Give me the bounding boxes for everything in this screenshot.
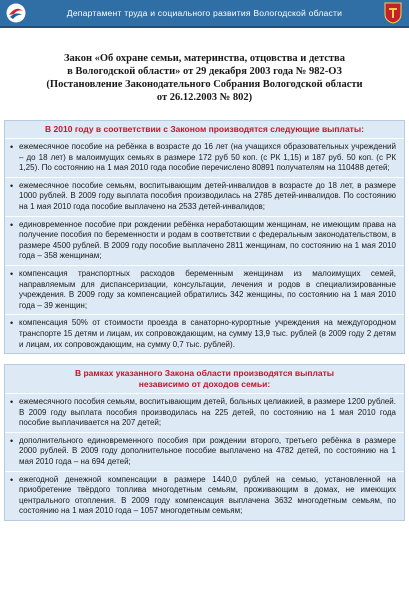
section-heading bbox=[5, 365, 404, 393]
header-title: Департамент труда и социального развития Вологодской области bbox=[66, 8, 343, 18]
law-title-line: (Постановление Законодательного Собрания Вологодской области bbox=[46, 79, 363, 90]
law-title-line: от 26.12.2003 № 802) bbox=[156, 92, 253, 103]
law-title-line: в Вологодской области» от 29 декабря 2003 года № 982-ОЗ bbox=[67, 66, 342, 77]
list-item: • компенсация транспортных расходов беременным женщинам из малоимущих семей, направляемым для диспансеризации, консультации, лечения и родов в специализированные учреждения. В 2009 году за компенсацией обратились 342 женщины, по состоянию на 1 мая 2010 года – 39 женщин; bbox=[5, 265, 404, 314]
payments-2010-panel bbox=[4, 120, 405, 354]
payments-list bbox=[5, 393, 404, 520]
section-heading-line: независимо от доходов семьи: bbox=[138, 379, 271, 390]
vologda-crest-icon bbox=[383, 2, 403, 24]
law-title bbox=[8, 52, 401, 104]
law-title-line: Закон «Об охране семьи, материнства, отцовства и детства bbox=[64, 53, 345, 64]
list-item: • компенсация 50% от стоимости проезда в санаторно-курортные учреждения на междугородном транспорте 15 детям и лицам, их сопровождающим, на сумму 13,9 тыс. рублей (в 2009 году 2 детям и лицам, их сопровождающим, на сумму 0,7 тыс. рублей). bbox=[5, 314, 404, 353]
section-heading-line: В рамках указанного Закона области производятся выплаты bbox=[74, 368, 335, 379]
page-header bbox=[0, 0, 409, 28]
department-emblem-icon bbox=[6, 3, 26, 23]
list-item: • ежемесячное пособие на ребёнка в возрасте до 16 лет (на учащихся образовательных учреждений – до 18 лет) в малоимущих семьях в размере 172 руб 50 коп. (с РК 1,15) и 187 руб. 50 коп. (с РК 1,25). По состоянию на 1 мая 2010 года пособие перечислено 80891 получателям на 110488 детей; bbox=[5, 138, 404, 177]
income-independent-panel bbox=[4, 364, 405, 521]
list-item: • ежемесячное пособие семьям, воспитывающим детей-инвалидов в возрасте до 18 лет, в размере 1000 рублей. В 2009 году выплата пособия производилась на 2785 детей-инвалидов. По состоянию на 1 мая 2010 года пособие выплачено на 2533 детей-инвалидов; bbox=[5, 177, 404, 216]
list-item: • ежегодной денежной компенсации в размере 1440,0 рублей на семью, установленной на приобретение твёрдого топлива многодетным семьям, проживающим в домах, не имеющих центрального отопления. В 2009 году компенсация выплачена 3632 многодетным семьям, по состоянию на 1 мая 2010 года – 1057 многодетным семьям; bbox=[5, 471, 404, 520]
list-item: • ежемесячного пособия семьям, воспитывающим детей, больных целиакией, в размере 1200 рублей. В 2009 году выплата пособия производилась на 225 детей, по состоянию на 1 мая 2010 года пособие выплачивается на 207 детей; bbox=[5, 393, 404, 432]
list-item: • единовременное пособие при рождении ребёнка неработающим женщинам, не имеющим права на получение пособия по беременности и родам в соответствии с федеральным законодательством, в размере 4500 рублей. В 2009 году пособие выплачено 2811 женщинам, по состоянию на 1 мая 2010 года – 358 женщинам; bbox=[5, 216, 404, 265]
list-item: • дополнительного единовременного пособия при рождении второго, третьего ребёнка в размере 2000 рублей. В 2009 году дополнительное пособие выплачено на 4782 детей, по состоянию на 1 мая 2010 года – на 694 детей; bbox=[5, 432, 404, 471]
section-heading: В 2010 году в соответствии с Законом производятся следующие выплаты: bbox=[45, 124, 364, 134]
payments-list bbox=[5, 138, 404, 353]
